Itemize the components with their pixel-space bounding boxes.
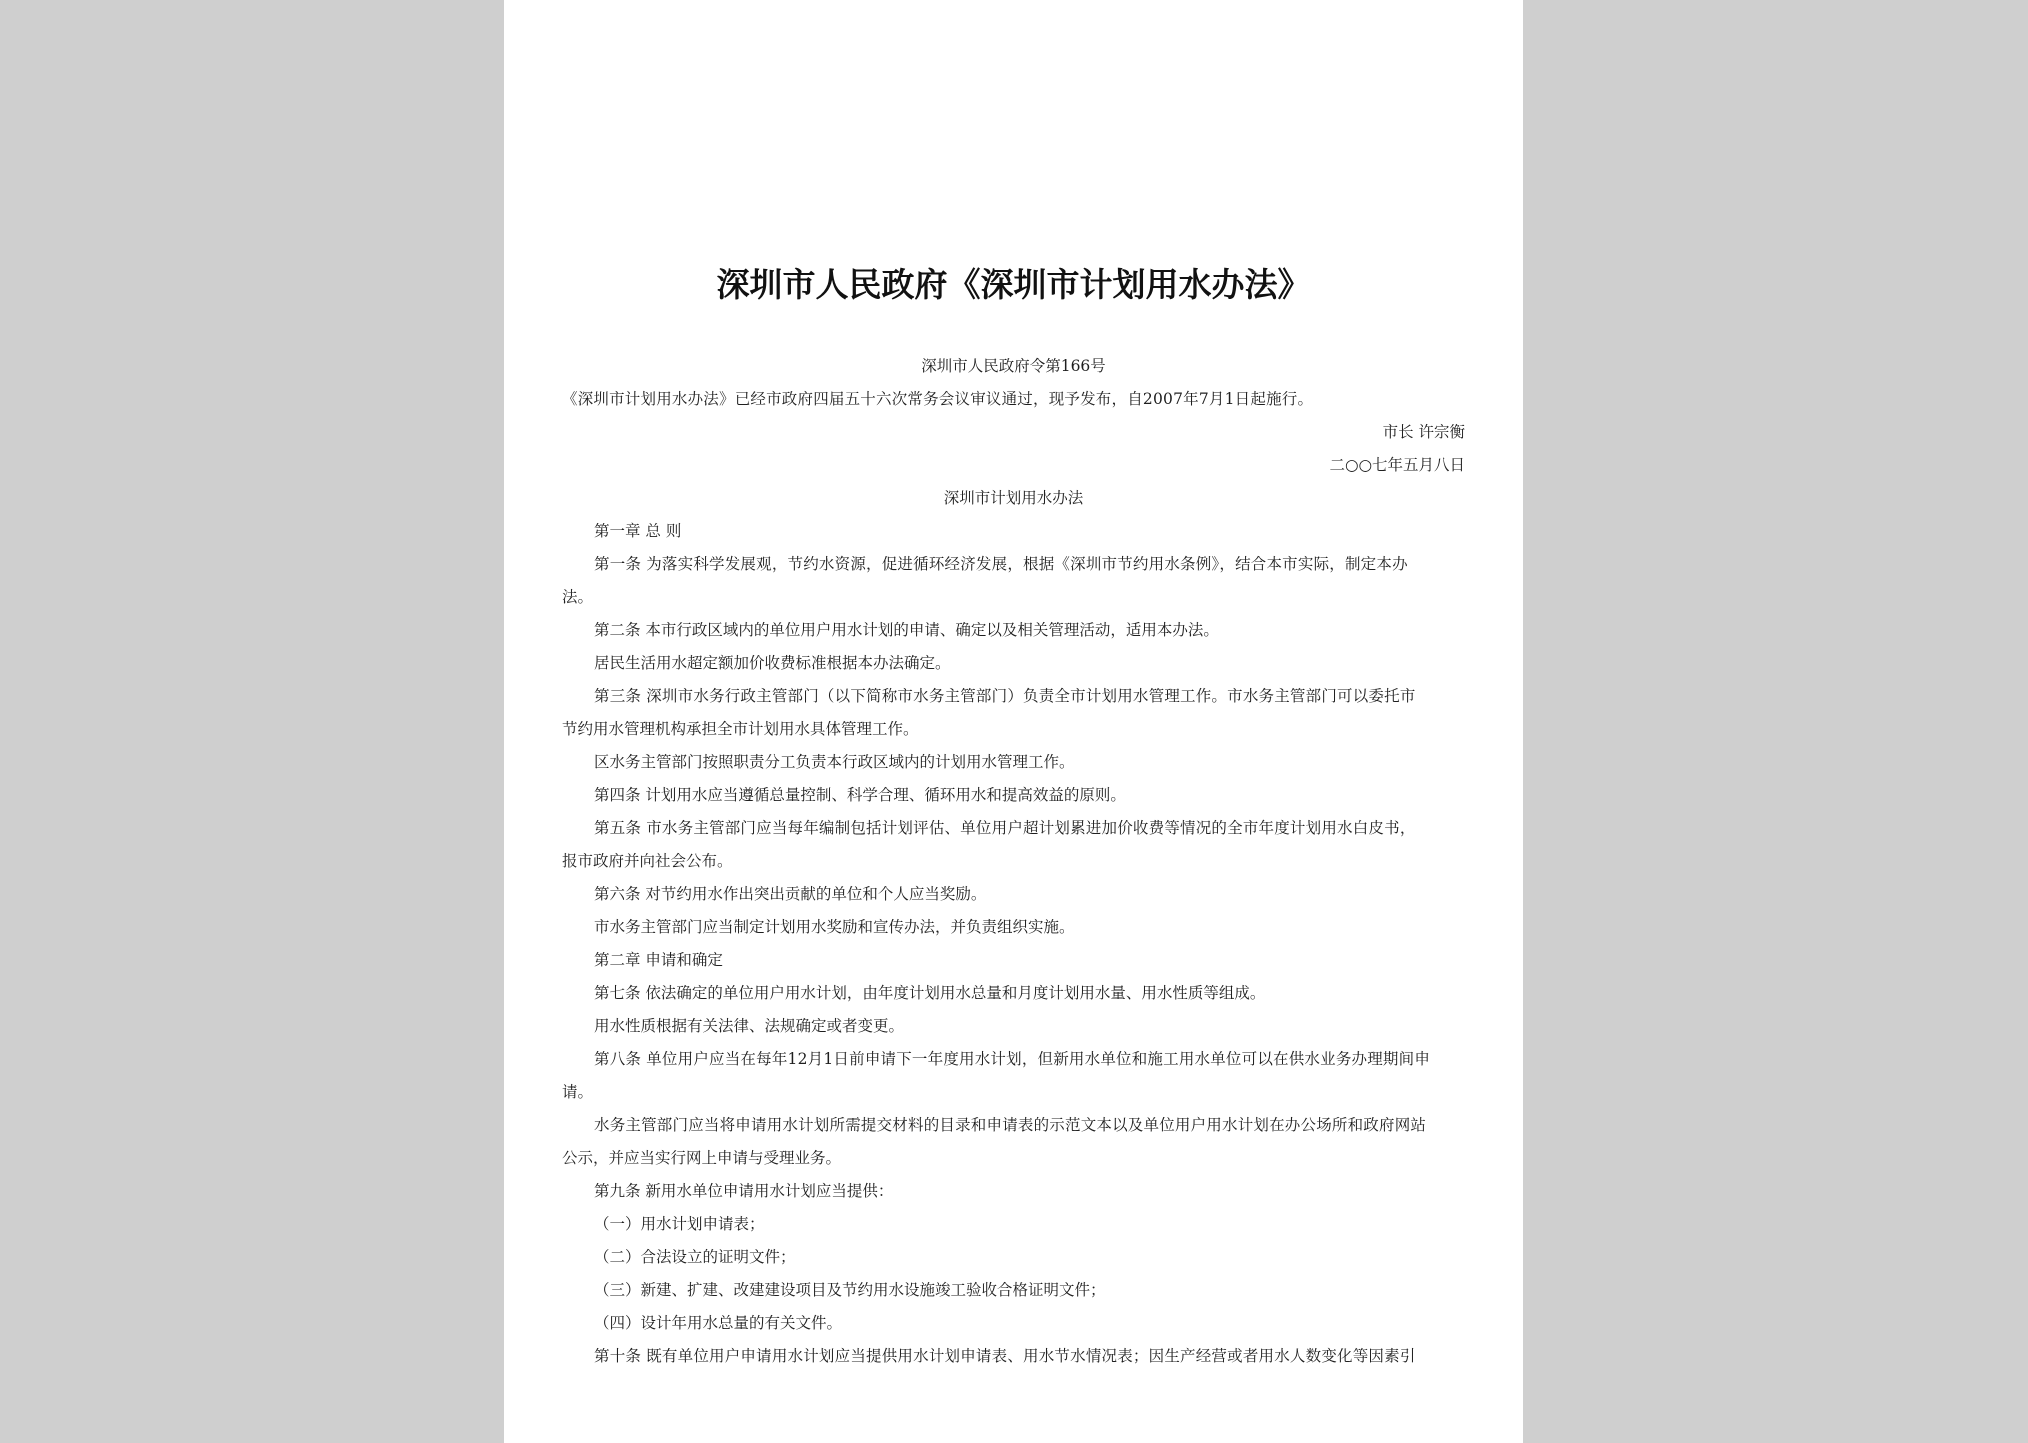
preamble: 《深圳市计划用水办法》已经市政府四届五十六次常务会议审议通过，现予发布，自2007年7月1日起施行。 (562, 390, 1314, 408)
paragraph-line: 第二条 本市行政区域内的单位用户用水计划的申请、确定以及相关管理活动，适用本办法。 (594, 621, 1219, 639)
paragraph-line: 区水务主管部门按照职责分工负责本行政区域内的计划用水管理工作。 (594, 753, 1075, 771)
paragraph-line: 报市政府并向社会公布。 (562, 852, 733, 870)
paragraph-line: 市水务主管部门应当制定计划用水奖励和宣传办法，并负责组织实施。 (594, 918, 1075, 936)
paragraph-line: 居民生活用水超定额加价收费标准根据本办法确定。 (594, 654, 951, 672)
signing-date: 二○○七年五月八日 (1329, 456, 1465, 474)
document-title: 深圳市人民政府《深圳市计划用水办法》 (716, 265, 1311, 304)
paragraph-line: 第一条 为落实科学发展观，节约水资源，促进循环经济发展，根据《深圳市节约用水条例》，结合本市实际，制定本办 (594, 555, 1408, 573)
list-item: （二）合法设立的证明文件； (594, 1248, 796, 1266)
document-subtitle: 深圳市计划用水办法 (943, 489, 1084, 507)
paragraph-line: 第五条 市水务主管部门应当每年编制包括计划评估、单位用户超计划累进加价收费等情况的全市年度计划用水白皮书， (594, 819, 1416, 837)
chapter-heading: 第一章 总 则 (594, 522, 682, 540)
paragraph-line: 水务主管部门应当将申请用水计划所需提交材料的目录和申请表的示范文本以及单位用户用水计划在办公场所和政府网站 (594, 1116, 1427, 1134)
paragraph-line: 第八条 单位用户应当在每年12月1日前申请下一年度用水计划，但新用水单位和施工用水单位可以在供水业务办理期间申 (594, 1050, 1431, 1068)
paragraph-line: 第七条 依法确定的单位用户用水计划，由年度计划用水总量和月度计划用水量、用水性质等组成。 (594, 984, 1266, 1002)
list-item: （三）新建、扩建、改建建设项目及节约用水设施竣工验收合格证明文件； (594, 1281, 1106, 1299)
paragraph-line: 用水性质根据有关法律、法规确定或者变更。 (594, 1017, 905, 1035)
signer: 市长 许宗衡 (1382, 423, 1465, 441)
list-item: （四）设计年用水总量的有关文件。 (594, 1314, 843, 1332)
paragraph-line: 请。 (562, 1083, 594, 1101)
paragraph-line: 第十条 既有单位用户申请用水计划应当提供用水计划申请表、用水节水情况表；因生产经营或者用水人数变化等因素引 (594, 1347, 1416, 1365)
paragraph-line: 公示，并应当实行网上申请与受理业务。 (562, 1149, 842, 1167)
list-item: （一）用水计划申请表； (594, 1215, 765, 1233)
paragraph-line: 第九条 新用水单位申请用水计划应当提供： (594, 1182, 894, 1200)
paragraph-line: 节约用水管理机构承担全市计划用水具体管理工作。 (562, 720, 919, 738)
paragraph-line: 第四条 计划用水应当遵循总量控制、科学合理、循环用水和提高效益的原则。 (594, 786, 1126, 804)
chapter-heading: 第二章 申请和确定 (594, 951, 723, 969)
paragraph-line: 第三条 深圳市水务行政主管部门（以下简称市水务主管部门）负责全市计划用水管理工作。市水务主管部门可以委托市 (594, 687, 1416, 705)
paragraph-line: 法。 (562, 588, 594, 606)
paragraph-line: 第六条 对节约用水作出突出贡献的单位和个人应当奖励。 (594, 885, 987, 903)
document-page (504, 0, 1523, 1443)
order-number: 深圳市人民政府令第166号 (921, 357, 1106, 375)
